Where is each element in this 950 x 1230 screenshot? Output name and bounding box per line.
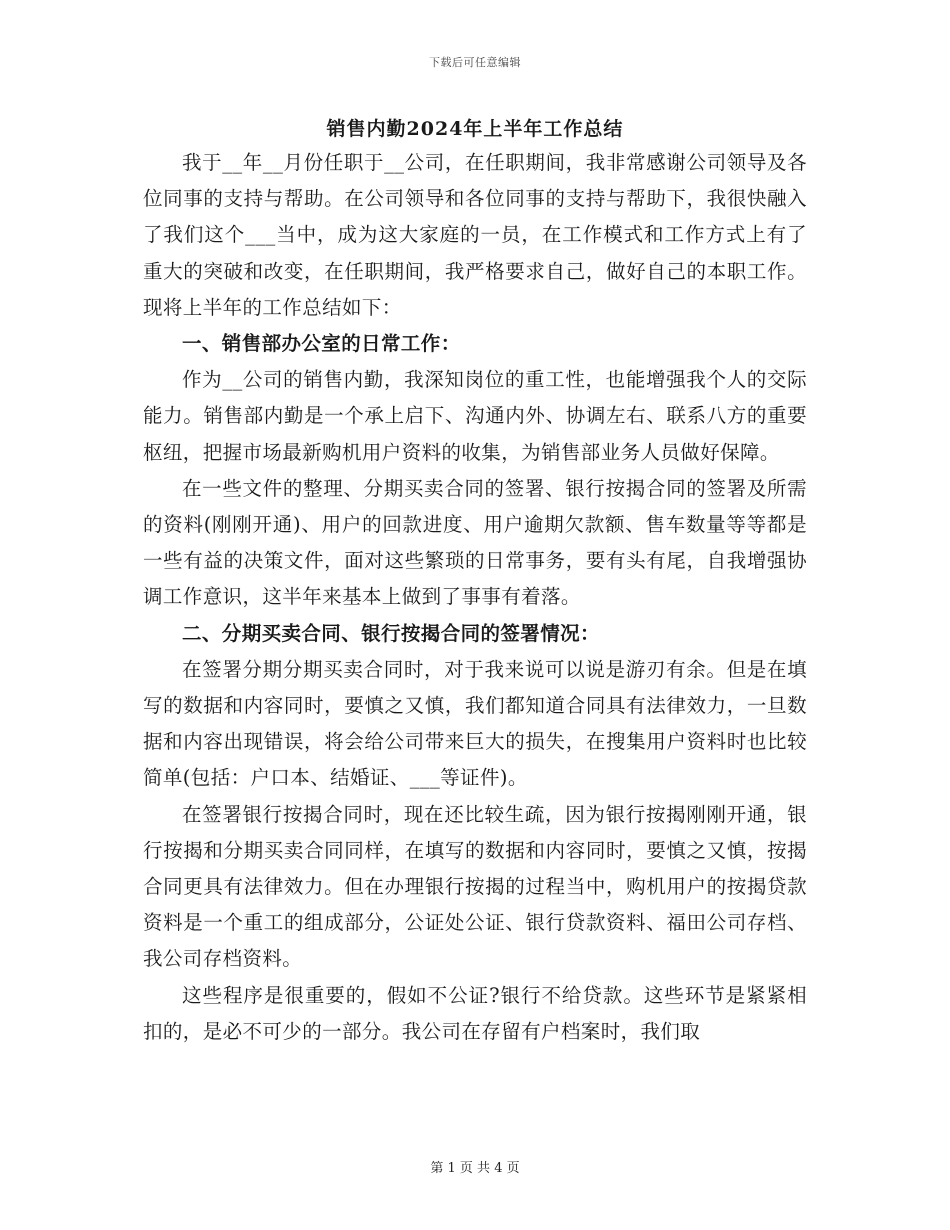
paragraph: 在签署银行按揭合同时，现在还比较生疏，因为银行按揭刚刚开通，银行按揭和分期买卖合同同样，在填写的数据和内容同时，要慎之又慎，按揭合同更具有法律效力。但在办理银行按揭的过程当中，购机用户的按揭贷款资料是一个重工的组成部分，公证处公证、银行贷款资料、福田公司存档、我公司存档资料。 <box>143 802 807 971</box>
paragraph: 在一些文件的整理、分期买卖合同的签署、银行按揭合同的签署及所需的资料(刚刚开通)、用户的回款进度、用户逾期欠款额、售车数量等等都是一些有益的决策文件，面对这些繁琐的日常事务，要有头有尾，自我增强协调工作意识，这半年来基本上做到了事事有着落。 <box>143 476 807 609</box>
paragraph-intro: 我于__年__月份任职于__公司，在任职期间，我非常感谢公司领导及各位同事的支持与帮助。在公司领导和各位同事的支持与帮助下，我很快融入了我们这个___当中，成为这大家庭的一员，在工作模式和工作方式上有了重大的突破和改变，在任职期间，我严格要求自己，做好自己的本职工作。现将上半年的工作总结如下： <box>143 151 807 319</box>
section-heading-2: 二、分期买卖合同、银行按揭合同的签署情况： <box>182 621 600 645</box>
document-title: 销售内勤2024年上半年工作总结 <box>326 118 624 140</box>
header-note: 下载后可任意编辑 <box>429 56 521 69</box>
paragraph: 在签署分期分期买卖合同时，对于我来说可以说是游刃有余。但是在填写的数据和内容同时，要慎之又慎，我们都知道合同具有法律效力，一旦数据和内容出现错误，将会给公司带来巨大的损失，在搜集用户资料时也比较简单(包括：户口本、结婚证、___等证件)。 <box>143 657 807 790</box>
paragraph: 这些程序是很重要的，假如不公证?银行不给贷款。这些环节是紧紧相扣的，是必不可少的一部分。我公司在存留有户档案时，我们取 <box>143 983 807 1043</box>
section-heading-1: 一、销售部办公室的日常工作： <box>182 332 461 356</box>
paragraph: 作为__公司的销售内勤，我深知岗位的重工性，也能增强我个人的交际能力。销售部内勤是一个承上启下、沟通内外、协调左右、联系八方的重要枢纽，把握市场最新购机用户资料的收集，为销售部业务人员做好保障。 <box>143 368 807 464</box>
document-body <box>143 145 807 1050</box>
page-number: 第 1 页 共 4 页 <box>430 1161 520 1176</box>
